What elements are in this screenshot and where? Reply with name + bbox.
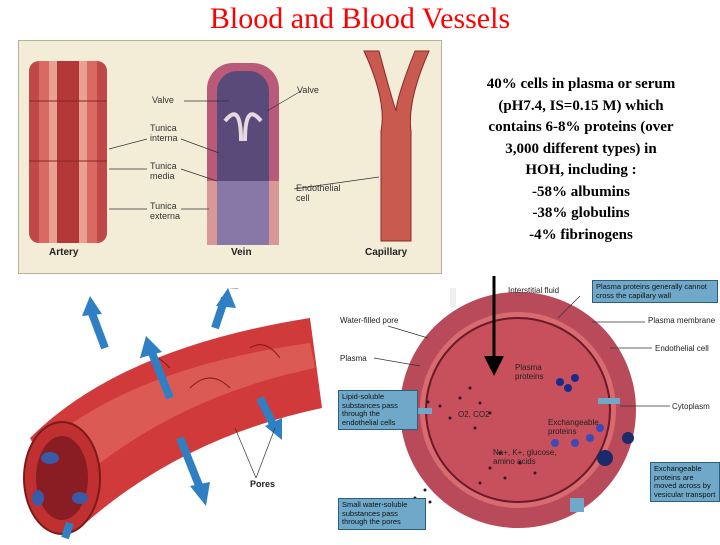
cytoplasm-label: Cytoplasm bbox=[672, 402, 710, 411]
tunica-interna-label: Tunica interna bbox=[150, 123, 178, 143]
plasma-proteins-label: Plasma proteins bbox=[515, 363, 544, 381]
info-line: contains 6-8% proteins (over bbox=[488, 119, 674, 135]
pores-label: Pores bbox=[250, 479, 276, 489]
plasma-proteins-note: Plasma proteins generally cannot cross the capillary wall bbox=[592, 280, 718, 303]
endothelial-cell-label-cross: Endothelial cell bbox=[655, 344, 709, 353]
o2-co2-label: O2, CO2 bbox=[458, 410, 490, 419]
endothelial-cell-label: Endothelial cell bbox=[296, 183, 341, 203]
water-filled-pore-label: Water-filled pore bbox=[340, 316, 399, 325]
water-soluble-note: Small water-soluble substances pass through the pores bbox=[338, 498, 426, 530]
info-line: 40% cells in plasma or serum bbox=[486, 76, 676, 92]
info-line: HOH, including : bbox=[525, 162, 637, 178]
page-title: Blood and Blood Vessels bbox=[209, 2, 511, 35]
plasma-label: Plasma bbox=[340, 354, 367, 363]
artery-name: Artery bbox=[49, 247, 79, 258]
info-line: -58% albumins bbox=[532, 183, 630, 200]
info-line: -38% globulins bbox=[532, 205, 630, 221]
exchangeable-proteins-label: Exchangeable proteins bbox=[548, 418, 599, 436]
interstitial-fluid-label: Interstitial fluid bbox=[508, 286, 560, 295]
tunica-externa-label: Tunica externa bbox=[150, 201, 181, 221]
info-line: -4% fibrinogens bbox=[529, 226, 633, 243]
lipid-soluble-note: Lipid-soluble substances pass through the endothelial cells bbox=[338, 390, 418, 430]
capillary-name: Capillary bbox=[365, 247, 408, 258]
info-line: 3,000 different types) in bbox=[505, 140, 657, 157]
info-line: (pH7.4, IS=0.15 M) which bbox=[498, 97, 664, 114]
tunica-media-label: Tunica media bbox=[150, 161, 177, 181]
valve-label-left: Valve bbox=[152, 95, 174, 105]
ions-label: Na+, K+, glucose, amino acids bbox=[493, 448, 557, 466]
valve-label-right: Valve bbox=[297, 85, 319, 95]
vein-name: Vein bbox=[231, 247, 252, 258]
plasma-membrane-label: Plasma membrane bbox=[648, 316, 716, 325]
exchangeable-note: Exchangeable proteins are moved across by vesicular transport bbox=[650, 462, 720, 502]
pointer-arrow-head bbox=[484, 356, 504, 376]
